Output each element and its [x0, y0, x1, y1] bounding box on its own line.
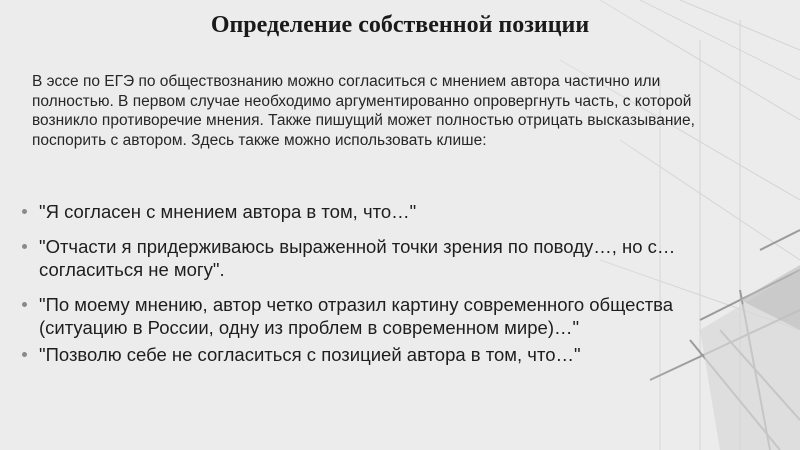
list-item-text: "По моему мнению, автор четко отразил картину современного общества (ситуацию в России, одну из проблем в современном мире)…"	[39, 294, 674, 338]
list-item	[22, 343, 722, 366]
bullet-icon	[22, 209, 27, 214]
cliche-list	[22, 200, 722, 378]
bullet-icon	[22, 244, 27, 249]
bullet-icon	[22, 352, 27, 357]
list-item-text: "Отчасти я придерживаюсь выраженной точки зрения по поводу…, но с… согласиться не могу".	[39, 236, 676, 280]
list-item-text: "Позволю себе не согласиться с позицией автора в том, что…"	[39, 344, 581, 365]
slide-title: Определение собственной позиции	[210, 12, 590, 38]
list-item-text: "Я согласен с мнением автора в том, что…"	[39, 201, 417, 222]
bullet-icon	[22, 302, 27, 307]
intro-paragraph: В эссе по ЕГЭ по обществознанию можно согласиться с мнением автора частично или полностью. В первом случае необходимо аргументированно опровергнуть часть, с которой возникло противоречие мнения. Также пишущий может полностью отрицать высказывание, поспорить с автором. Здесь также можно использовать клише:	[32, 73, 695, 149]
list-item	[22, 235, 722, 281]
list-item	[22, 293, 722, 339]
list-item	[22, 200, 722, 223]
